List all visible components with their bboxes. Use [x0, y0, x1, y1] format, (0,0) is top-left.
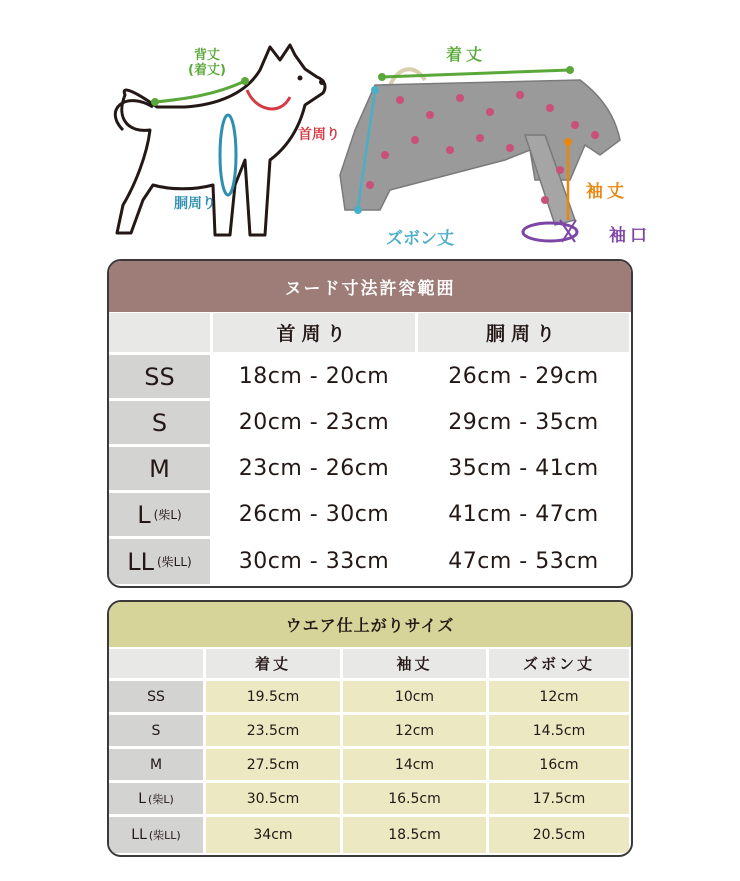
column-header-neck: 首周り	[213, 313, 415, 352]
garment-icon	[330, 60, 630, 250]
nude-size-title-text: ヌード寸法許容範囲	[284, 279, 456, 299]
column-header-length: 着丈	[206, 649, 340, 678]
size-label-s	[109, 401, 210, 444]
length-m: 27.5cm	[206, 749, 340, 780]
size-label-s	[109, 715, 203, 746]
size-label-m	[109, 447, 210, 490]
size-label-ss	[109, 681, 203, 712]
length-s: 23.5cm	[206, 715, 340, 746]
length-ss: 19.5cm	[206, 681, 340, 712]
back-length-label-line1: 背丈	[193, 48, 220, 63]
sleeve-ll: 18.5cm	[343, 817, 486, 853]
size-note: (柴L)	[153, 508, 182, 522]
chest-range-ss: 26cm - 29cm	[418, 355, 629, 398]
neck-label: 首周り	[298, 127, 340, 143]
pants-length-label: ズボン丈	[386, 229, 454, 249]
length-label: 着丈	[446, 45, 487, 64]
size-text: S	[151, 408, 168, 437]
back-length-label	[188, 48, 226, 78]
chest-label: 胴周り	[174, 196, 216, 212]
size-note: (柴L)	[148, 792, 174, 806]
neck-range-ss: 18cm - 20cm	[213, 355, 415, 398]
size-text: M	[149, 454, 170, 483]
pants-l: 17.5cm	[489, 783, 629, 814]
size-text: M	[149, 756, 163, 773]
finished-size-table	[107, 600, 633, 857]
table-corner	[109, 313, 210, 352]
cuff-label: 袖口	[609, 226, 651, 246]
length-l: 30.5cm	[206, 783, 340, 814]
chest-range-s: 29cm - 35cm	[418, 401, 629, 444]
size-label-ss	[109, 355, 210, 398]
sleeve-s: 12cm	[343, 715, 486, 746]
size-text: S	[151, 722, 161, 739]
back-length-label-line2: (着丈)	[188, 63, 226, 78]
chest-range-m: 35cm - 41cm	[418, 447, 629, 490]
finished-size-title-text: ウエア仕上がりサイズ	[285, 616, 455, 635]
size-label-l	[109, 783, 203, 814]
length-ll: 34cm	[206, 817, 340, 853]
size-label-m	[109, 749, 203, 780]
sleeve-ss: 10cm	[343, 681, 486, 712]
size-text: LL	[131, 827, 147, 843]
size-text: L	[138, 790, 147, 807]
sleeve-l: 16.5cm	[343, 783, 486, 814]
size-text: SS	[144, 362, 175, 391]
neck-range-ll: 30cm - 33cm	[213, 539, 415, 584]
chest-range-l: 41cm - 47cm	[418, 493, 629, 536]
chest-range-ll: 47cm - 53cm	[418, 539, 629, 584]
garment-illustration	[330, 60, 630, 250]
neck-range-s: 20cm - 23cm	[213, 401, 415, 444]
size-label-l	[109, 493, 210, 536]
nude-size-table	[107, 259, 633, 588]
nude-size-table-title	[109, 261, 631, 312]
size-label-ll	[109, 817, 203, 853]
size-text: LL	[127, 547, 154, 576]
neck-range-m: 23cm - 26cm	[213, 447, 415, 490]
pants-ll: 20.5cm	[489, 817, 629, 853]
column-header-sleeve: 袖丈	[343, 649, 486, 678]
column-header-chest: 胴周り	[418, 313, 629, 352]
table-corner	[109, 649, 203, 678]
size-label-ll	[109, 539, 210, 584]
neck-range-l: 26cm - 30cm	[213, 493, 415, 536]
size-note: (柴LL)	[157, 555, 192, 569]
column-header-pants: ズボン丈	[489, 649, 629, 678]
pants-ss: 12cm	[489, 681, 629, 712]
finished-size-table-title	[109, 602, 631, 647]
size-text: SS	[147, 688, 165, 705]
sleeve-length-label: 袖丈	[586, 182, 628, 202]
size-text: L	[137, 500, 151, 529]
pants-m: 16cm	[489, 749, 629, 780]
sleeve-m: 14cm	[343, 749, 486, 780]
pants-s: 14.5cm	[489, 715, 629, 746]
size-note: (柴LL)	[148, 829, 181, 842]
